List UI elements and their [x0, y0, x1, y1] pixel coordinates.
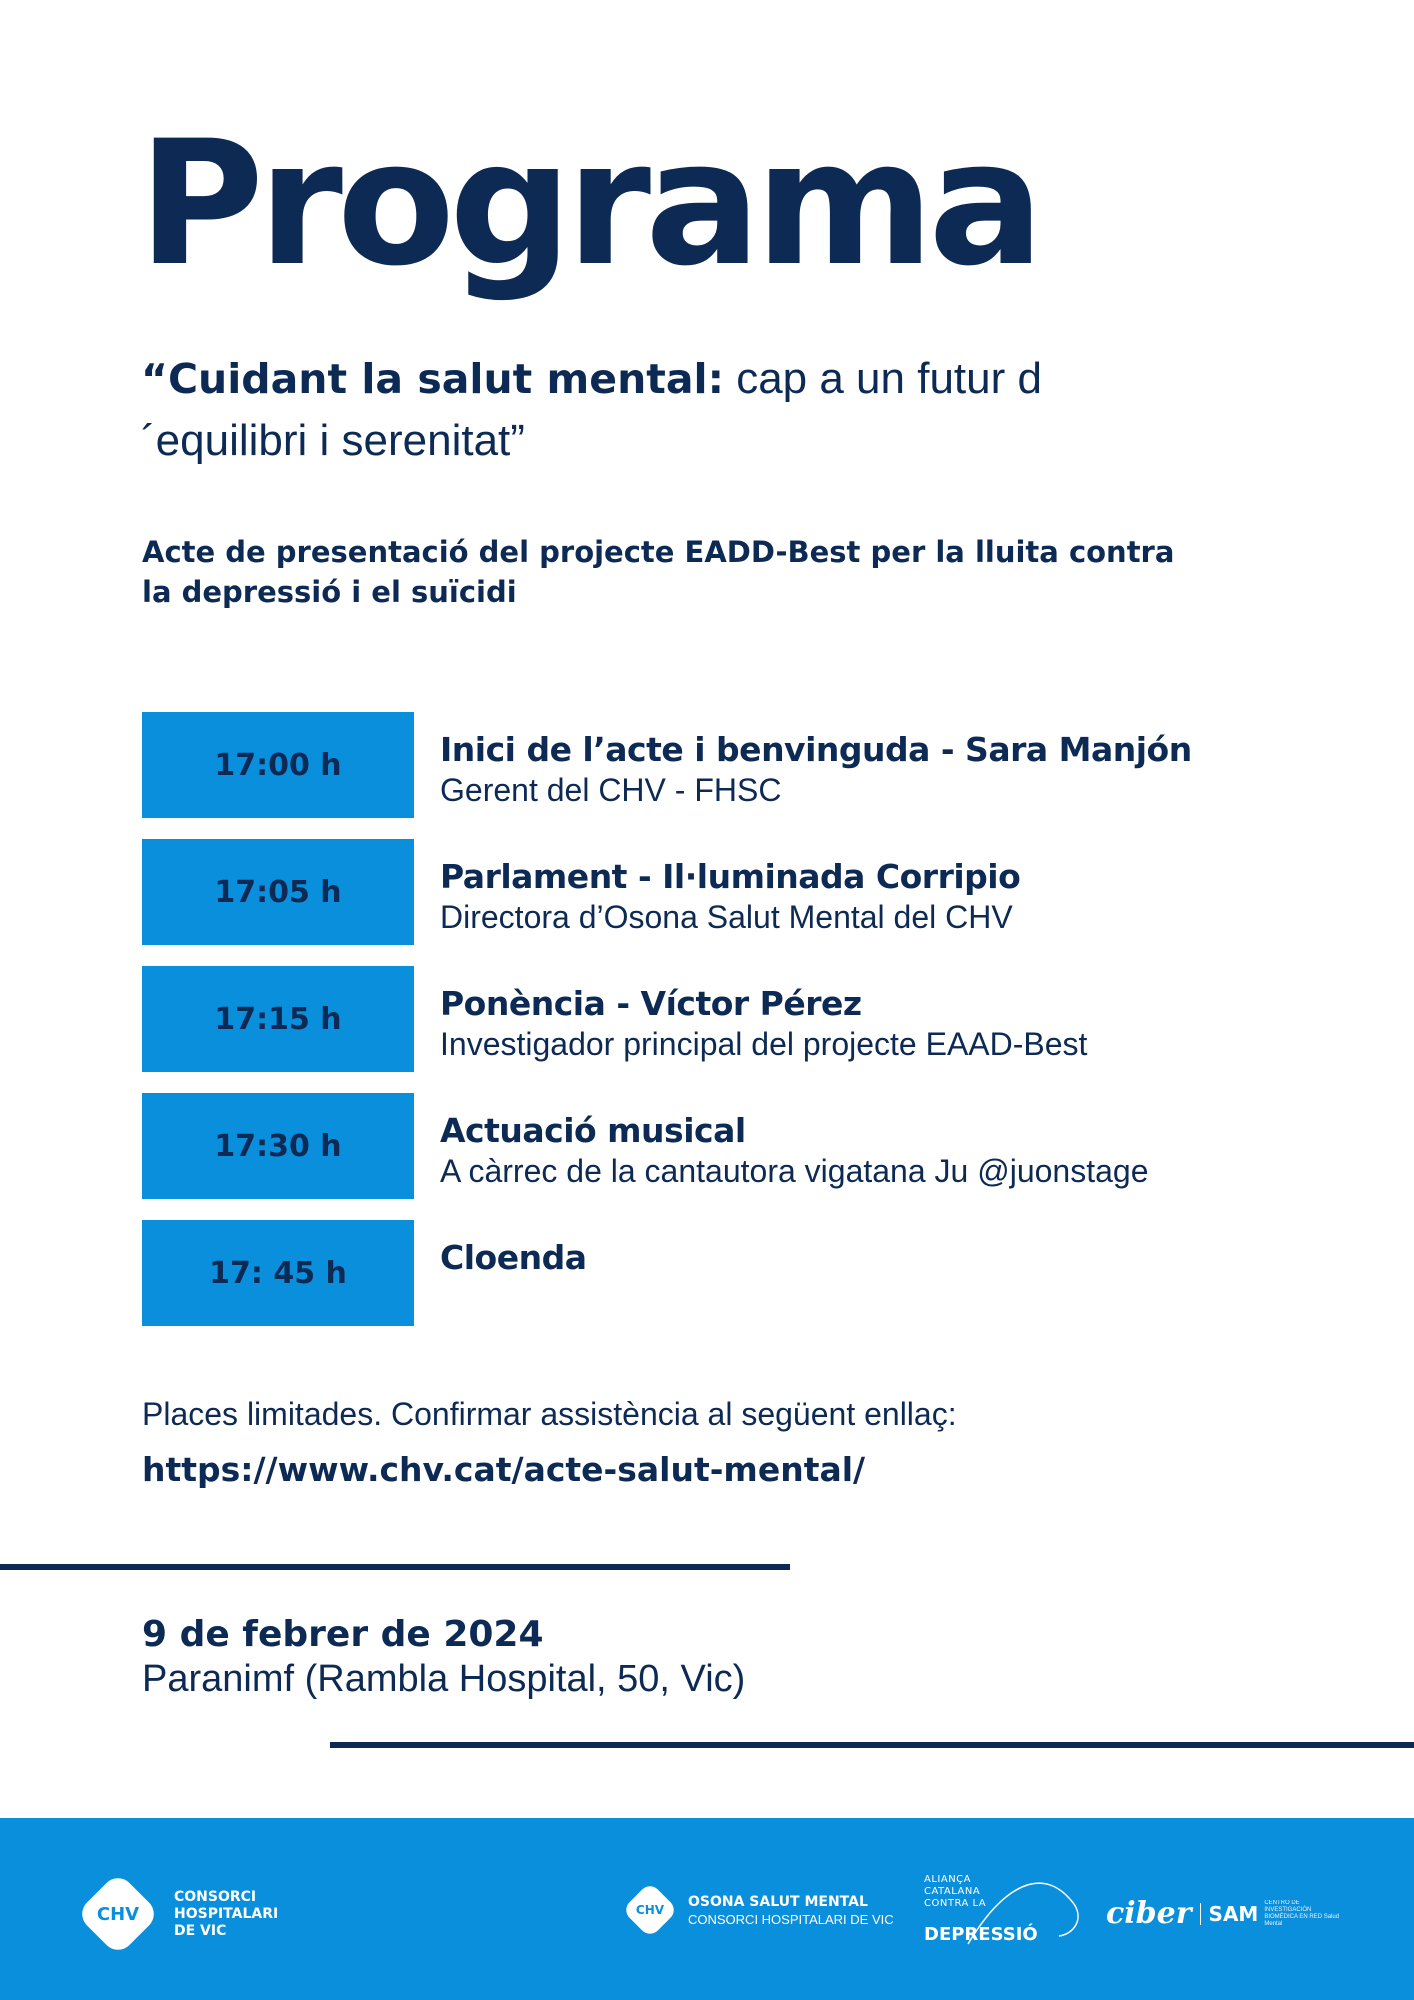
- ciber-sam: SAM: [1208, 1901, 1259, 1926]
- schedule-texts: [440, 984, 1087, 1064]
- schedule-time: 17:00 h: [142, 712, 414, 818]
- schedule-item: [142, 1220, 1302, 1326]
- registration-text: Places limitades. Confirmar assistència al següent enllaç:: [142, 1396, 957, 1432]
- ciber-small-text: CENTRO DE INVESTIGACIÓN BIOMÉDICA EN RED Salud Mental: [1264, 1899, 1340, 1927]
- ciber-word: ciber: [1106, 1896, 1192, 1931]
- osona-badge-text: CHV: [635, 1903, 665, 1917]
- chv-logo: [88, 1884, 304, 1944]
- divider-top: [0, 1564, 790, 1570]
- chv-name: CONSORCI HOSPITALARI DE VIC: [174, 1888, 279, 1939]
- registration-link[interactable]: https://www.chv.cat/acte-salut-mental/: [142, 1450, 866, 1489]
- osona-line2: CONSORCI HOSPITALARI DE VIC: [688, 1911, 894, 1927]
- schedule-time: 17:05 h: [142, 839, 414, 945]
- alianca-text: ALIANÇA CATALANA CONTRA LA: [924, 1874, 987, 1909]
- osona-line1: OSONA SALUT MENTAL: [688, 1893, 868, 1910]
- schedule-texts: [440, 1238, 586, 1278]
- alianca-logo: [924, 1874, 1094, 1964]
- page-title: Programa: [138, 103, 1039, 304]
- schedule-item: [142, 966, 1302, 1072]
- schedule-subtitle: Investigador principal del projecte EAAD-Best: [440, 1026, 1088, 1062]
- schedule-time: 17: 45 h: [142, 1220, 414, 1326]
- schedule-title: Parlament - Il·luminada Corripio: [440, 857, 1021, 896]
- event-intro: Acte de presentació del projecte EADD-Best per la lluita contra la depressió i el suïcidi: [142, 535, 1175, 609]
- schedule-subtitle: A càrrec de la cantautora vigatana Ju @juonstage: [440, 1153, 1149, 1189]
- osona-logo: [630, 1890, 894, 1930]
- osona-text: [688, 1894, 894, 1927]
- schedule-texts: [440, 857, 1020, 937]
- subtitle-bold: “Cuidant la salut mental:: [141, 355, 724, 403]
- subtitle-rest: cap a un futur d´equilibri i serenitat”: [141, 354, 1042, 465]
- chv-badge-icon: [76, 1872, 161, 1957]
- schedule-title: Cloenda: [440, 1238, 587, 1277]
- event-date: 9 de febrer de 2024: [142, 1614, 544, 1655]
- schedule-time: 17:30 h: [142, 1093, 414, 1199]
- schedule-texts: [440, 730, 1192, 810]
- alianca-big: DEPRESSIÓ: [924, 1924, 1038, 1945]
- schedule-subtitle: Gerent del CHV - FHSC: [440, 772, 782, 808]
- ciber-logo: [1106, 1896, 1344, 1931]
- event-venue: Paranimf (Rambla Hospital, 50, Vic): [142, 1658, 746, 1700]
- schedule-item: [142, 712, 1302, 818]
- event-subtitle: [141, 348, 1141, 472]
- chv-badge-text: CHV: [96, 1903, 140, 1925]
- schedule-title: Ponència - Víctor Pérez: [440, 984, 862, 1023]
- divider-bottom: [330, 1742, 1414, 1748]
- schedule-texts: [440, 1111, 1148, 1191]
- ciber-separator: [1200, 1903, 1201, 1925]
- schedule-title: Inici de l’acte i benvinguda - Sara Manjón: [440, 730, 1192, 769]
- schedule-item: [142, 839, 1302, 945]
- schedule-title: Actuació musical: [440, 1111, 746, 1150]
- schedule-time: 17:15 h: [142, 966, 414, 1072]
- schedule-item: [142, 1093, 1302, 1199]
- schedule-list: [142, 712, 1302, 1347]
- footer: [0, 1818, 1414, 2000]
- osona-badge-icon: [622, 1882, 679, 1939]
- schedule-subtitle: Directora d’Osona Salut Mental del CHV: [440, 899, 1013, 935]
